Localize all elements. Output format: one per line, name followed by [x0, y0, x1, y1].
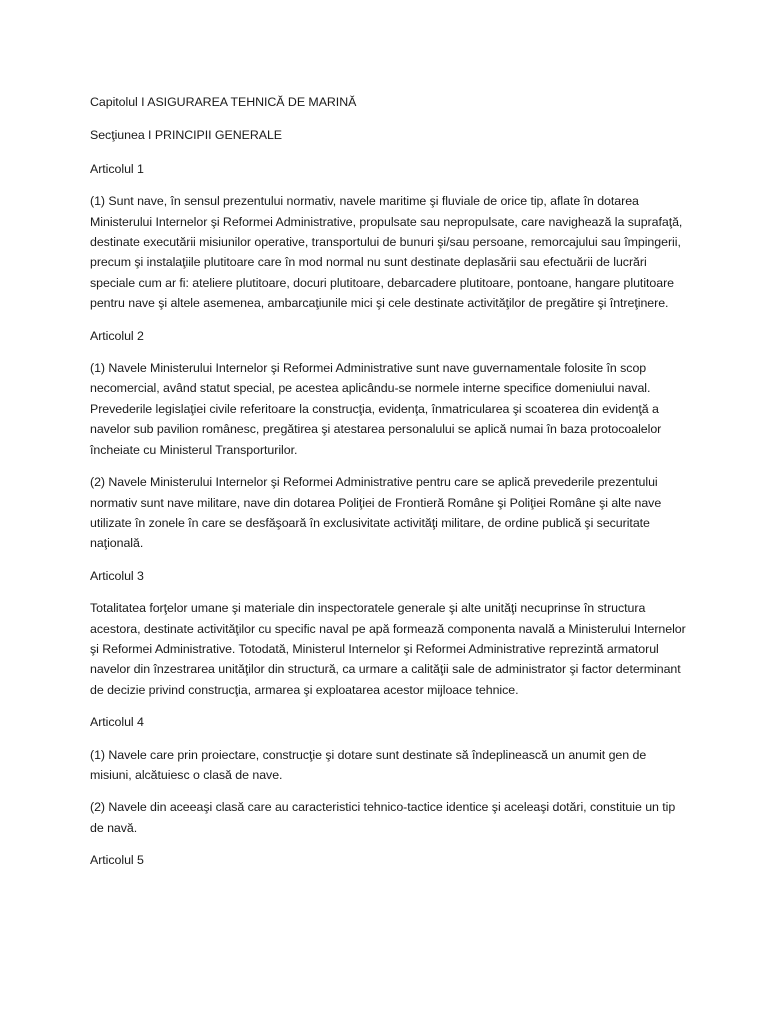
- article-heading: Articolul 2: [90, 328, 144, 343]
- article-heading: Articolul 1: [90, 161, 144, 176]
- article-paragraph: (1) Navele Ministerului Internelor şi Reformei Administrative sunt nave guvernamentale folosite în scop necomercial, având statut special, pe acestea aplicându-se normele interne specifice domeniului naval. Prevederile legislaţiei civile referitoare la construcţia, evidenţa, înmatricularea şi scoaterea din evidenţă a navelor sub pavilion românesc, pregătirea şi atestarea personalului se aplică numai în baza protocoalelor încheiate cu Ministerul Transporturilor.: [90, 361, 662, 457]
- article-paragraph: (2) Navele din aceeaşi clasă care au caracteristici tehnico-tactice identice şi aceleaşi dotări, constituie un tip de navă.: [90, 800, 676, 835]
- article-heading: Articolul 5: [90, 853, 144, 868]
- article-heading: Articolul 3: [90, 568, 144, 583]
- article-paragraph: (2) Navele Ministerului Internelor şi Reformei Administrative pentru care se aplică prevederile prezentului normativ sunt nave militare, nave din dotarea Poliţiei de Frontieră Române şi Poliţiei Române şi alte nave utilizate în zonele în care se desfăşoară în exclusivitate activităţi militare, de ordine publică şi securitate naţională.: [90, 475, 662, 551]
- article-paragraph: (1) Sunt nave, în sensul prezentului normativ, navele maritime şi fluviale de orice tip, aflate în dotarea Ministerului Internelor şi Reformei Administrative, propulsate sau nepropulsate, care navighează la suprafaţă, destinate executării misiunilor operative, transportului de bunuri şi/sau persoane, remorcajului sau împingerii, precum şi instalaţiile plutitoare care în mod normal nu sunt destinate deplasării sau efectuării de lucrări speciale cum ar fi: ateliere plutitoare, docuri plutitoare, debarcadere plutitoare, pontoane, hangare plutitoare pentru nave şi altele asemenea, ambarcaţiunile mici şi cele destinate activităţilor de pregătire şi întreţinere.: [90, 194, 683, 311]
- article-paragraph: Totalitatea forţelor umane şi materiale din inspectoratele generale şi alte unităţi necuprinse în structura acestora, destinate activităţilor cu specific naval pe apă formează componenta navală a Ministerului Internelor şi Reformei Administrative. Totodată, Ministerul Internelor şi Reformei Administrative reprezintă armatorul navelor din înzestrarea unităţilor din structură, ca urmare a calităţii sale de administrator şi factor determinant de decizie privind construcţia, armarea şi exploatarea acestor mijloace tehnice.: [90, 601, 686, 697]
- article-paragraph: (1) Navele care prin proiectare, construcţie şi dotare sunt destinate să îndeplinească un anumit gen de misiuni, alcătuiesc o clasă de nave.: [90, 747, 647, 782]
- chapter-title: Capitolul I ASIGURAREA TEHNICĂ DE MARINĂ: [90, 95, 357, 109]
- section-title: Secţiunea I PRINCIPII GENERALE: [90, 128, 283, 143]
- article-heading: Articolul 4: [90, 715, 144, 730]
